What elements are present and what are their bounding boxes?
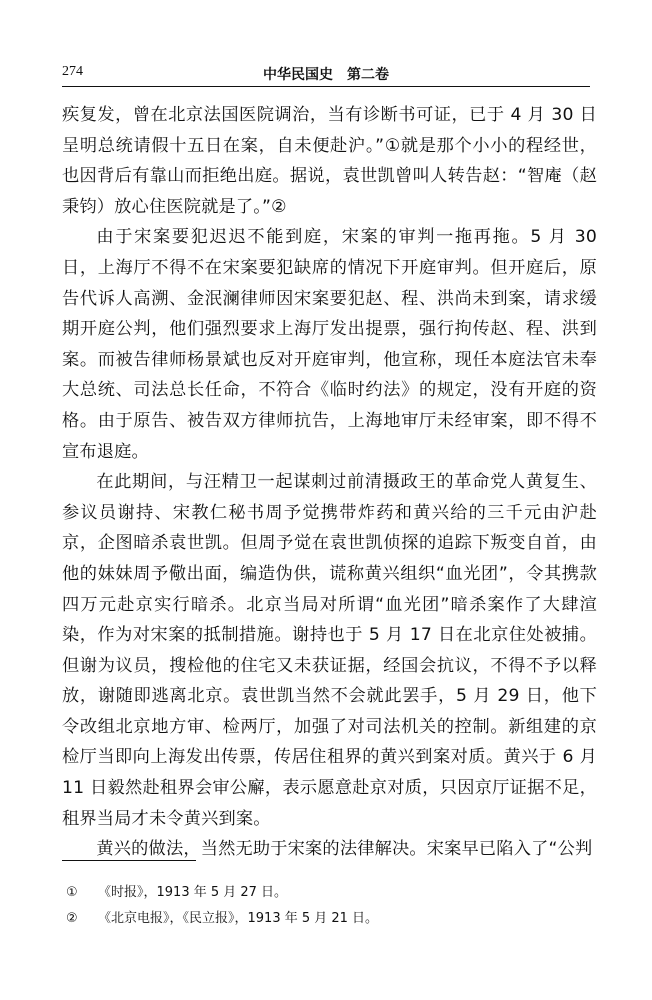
footnote-rule [62, 860, 196, 861]
body-text [62, 100, 597, 865]
footnote-marker: ① [66, 885, 78, 900]
footnote-text: 《北京电报》，《民立报》，1913 年 5 月 21 日。 [98, 911, 379, 926]
footnotes [62, 880, 597, 932]
paragraph: 黄兴的做法，当然无助于宋案的法律解决。宋案早已陷入了“公判 [96, 839, 593, 860]
footnote [62, 880, 597, 906]
footnote-text: 《时报》，1913 年 5 月 27 日。 [98, 885, 288, 900]
running-head [62, 64, 590, 86]
page-number: 274 [62, 64, 83, 79]
header-rule [62, 86, 590, 87]
footnote [62, 906, 597, 932]
paragraph: 在此期间，与汪精卫一起谋刺过前清摄政王的革命党人黄复生、参议员谢持、宋教仁秘书周予觉携带炸药和黄兴给的三千元由沪赴京，企图暗杀袁世凯。但周予觉在袁世凯侦探的追踪下叛变自首，由他的妹妹周予儆出面，编造伪供，谎称黄兴组织“血光团”，令其携款四万元赴京实行暗杀。北京当局对所谓“血光团”暗杀案作了大肆渲染，作为对宋案的抵制措施。谢持也于 5 月 17 日在北京住处被捕。但谢为议员，搜检他的住宅又未获证据，经国会抗议，不得不予以释放，谢随即逃离北京。袁世凯当然不会就此罢手，5 月 29 日，他下令改组北京地方审、检两厅，加强了对司法机关的控制。新组建的京检厅当即向上海发出传票，传居住租界的黄兴到案对质。黄兴于 6 月 11 日毅然赴租界会审公廨，表示愿意赴京对质，只因京厅证据不足，租界当局才未令黄兴到案。 [62, 472, 597, 829]
footnote-marker: ② [66, 911, 78, 926]
paragraph-continued: 疾复发，曾在北京法国医院调治，当有诊断书可证，已于 4 月 30 日呈明总统请假十五日在案，自未便赴沪。”①就是那个小小的程经世，也因背后有靠山而拒绝出庭。据说，袁世凯曾叫人转告赵：“智庵（赵秉钧）放心住医院就是了。”② [62, 105, 597, 217]
running-title: 中华民国史 第二卷 [263, 67, 389, 83]
paragraph: 由于宋案要犯迟迟不能到庭，宋案的审判一拖再拖。5 月 30 日，上海厅不得不在宋案要犯缺席的情况下开庭审判。但开庭后，原告代诉人高溯、金泯澜律师因宋案要犯赵、程、洪尚未到案，请求缓期开庭公判，他们强烈要求上海厅发出提票，强行拘传赵、程、洪到案。而被告律师杨景斌也反对开庭审判，他宣称，现任本庭法官未奉大总统、司法总长任命，不符合《临时约法》的规定，没有开庭的资格。由于原告、被告双方律师抗告，上海地审厅未经审案，即不得不宣布退庭。 [62, 227, 597, 462]
